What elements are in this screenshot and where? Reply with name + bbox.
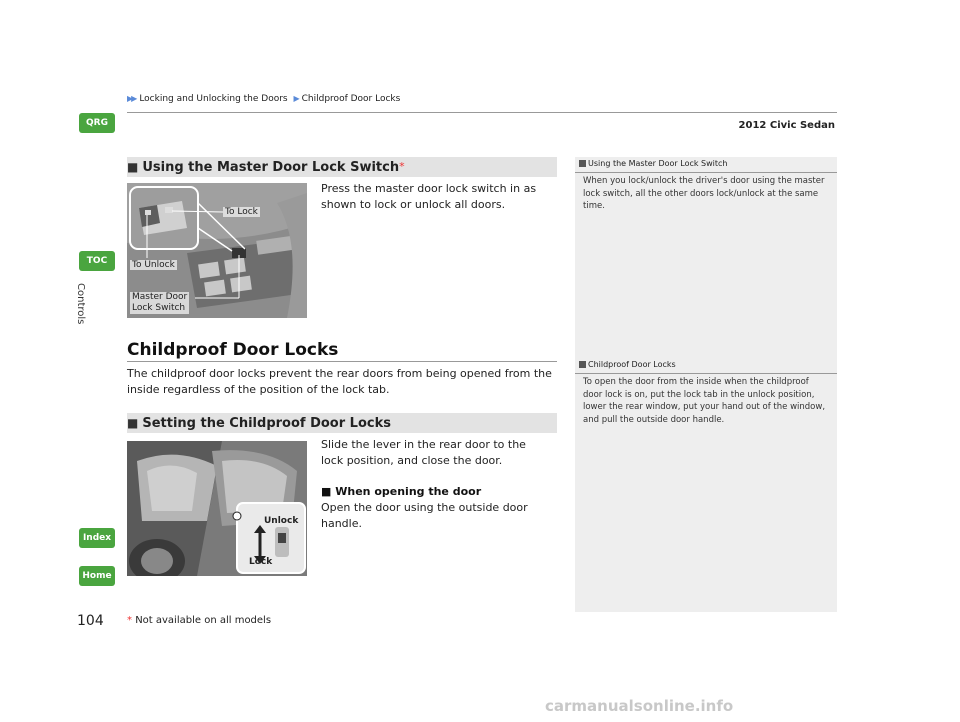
square-bullet-icon: ■	[127, 160, 139, 174]
asterisk-mark: *	[399, 160, 405, 173]
page-number: 104	[77, 613, 104, 629]
note2-body: To open the door from the inside when the childproof door lock is on, put the lock tab in the unlock position, lower the rear window, put your hand out of the window, and pull the outside door handle.	[583, 377, 826, 425]
opening-door-subhead-text: When opening the door	[335, 485, 482, 498]
footnote	[127, 615, 271, 626]
rear-door-illustration	[127, 441, 307, 576]
footnote-asterisk: *	[127, 615, 132, 626]
unlock-callout: Unlock	[264, 516, 299, 526]
note2-title	[579, 360, 676, 369]
note2-title-text: Childproof Door Locks	[588, 360, 676, 369]
index-button[interactable]: Index	[79, 528, 115, 548]
note1-rule	[575, 172, 837, 173]
master-switch-description: Press the master door lock switch in as shown to lock or unlock all doors.	[321, 182, 537, 211]
childproof-figure	[127, 441, 307, 576]
master-switch-callout-line1: Master Door	[132, 292, 188, 302]
childproof-setting-description: Slide the lever in the rear door to the lock position, and close the door.	[321, 438, 526, 467]
chevron-right-icon: ▶	[293, 94, 298, 103]
note2-rule	[575, 373, 837, 374]
master-switch-figure	[127, 183, 307, 318]
breadcrumb-item-locking[interactable]: Locking and Unlocking the Doors	[139, 94, 288, 104]
breadcrumb	[127, 94, 400, 104]
note-icon	[579, 361, 586, 368]
to-unlock-callout: To Unlock	[132, 260, 175, 270]
section-title: Using the Master Door Lock Switch	[142, 160, 400, 175]
breadcrumb-item-childproof[interactable]: Childproof Door Locks	[301, 94, 401, 104]
section-bar-setting-childproof	[127, 413, 557, 433]
square-bullet-icon: ■	[321, 485, 336, 498]
lock-callout: Lock	[249, 557, 273, 567]
note1-body: When you lock/unlock the driver's door using the master lock switch, all the other doors lock/unlock at the same time.	[583, 176, 825, 211]
model-label: 2012 Civic Sedan	[738, 120, 835, 131]
master-switch-callout-line2: Lock Switch	[132, 303, 186, 313]
section-title: Setting the Childproof Door Locks	[142, 416, 391, 431]
section-bar-master-switch	[127, 157, 557, 177]
opening-door-subhead	[321, 485, 481, 498]
watermark: carmanualsonline.info	[545, 697, 734, 715]
childproof-intro: The childproof door locks prevent the rear doors from being opened from the inside regardless of the position of the lock tab.	[127, 367, 552, 396]
square-bullet-icon: ■	[127, 416, 139, 430]
notes-column	[575, 157, 837, 612]
note1-title	[579, 159, 728, 168]
heading-rule	[127, 361, 557, 362]
note1-title-text: Using the Master Door Lock Switch	[588, 159, 728, 168]
toc-button[interactable]: TOC	[79, 251, 115, 271]
page-title: Childproof Door Locks	[127, 340, 339, 360]
to-lock-callout: To Lock	[225, 207, 258, 217]
master-switch-callout	[130, 292, 189, 314]
header-rule	[127, 112, 837, 113]
home-button[interactable]: Home	[79, 566, 115, 586]
note-icon	[579, 160, 586, 167]
chapter-side-label: Controls	[75, 283, 86, 325]
opening-door-description: Open the door using the outside door handle.	[321, 501, 528, 530]
footnote-text: Not available on all models	[135, 615, 272, 626]
qrg-button[interactable]: QRG	[79, 113, 115, 133]
chevron-right-icon: ▶▶	[127, 94, 136, 103]
